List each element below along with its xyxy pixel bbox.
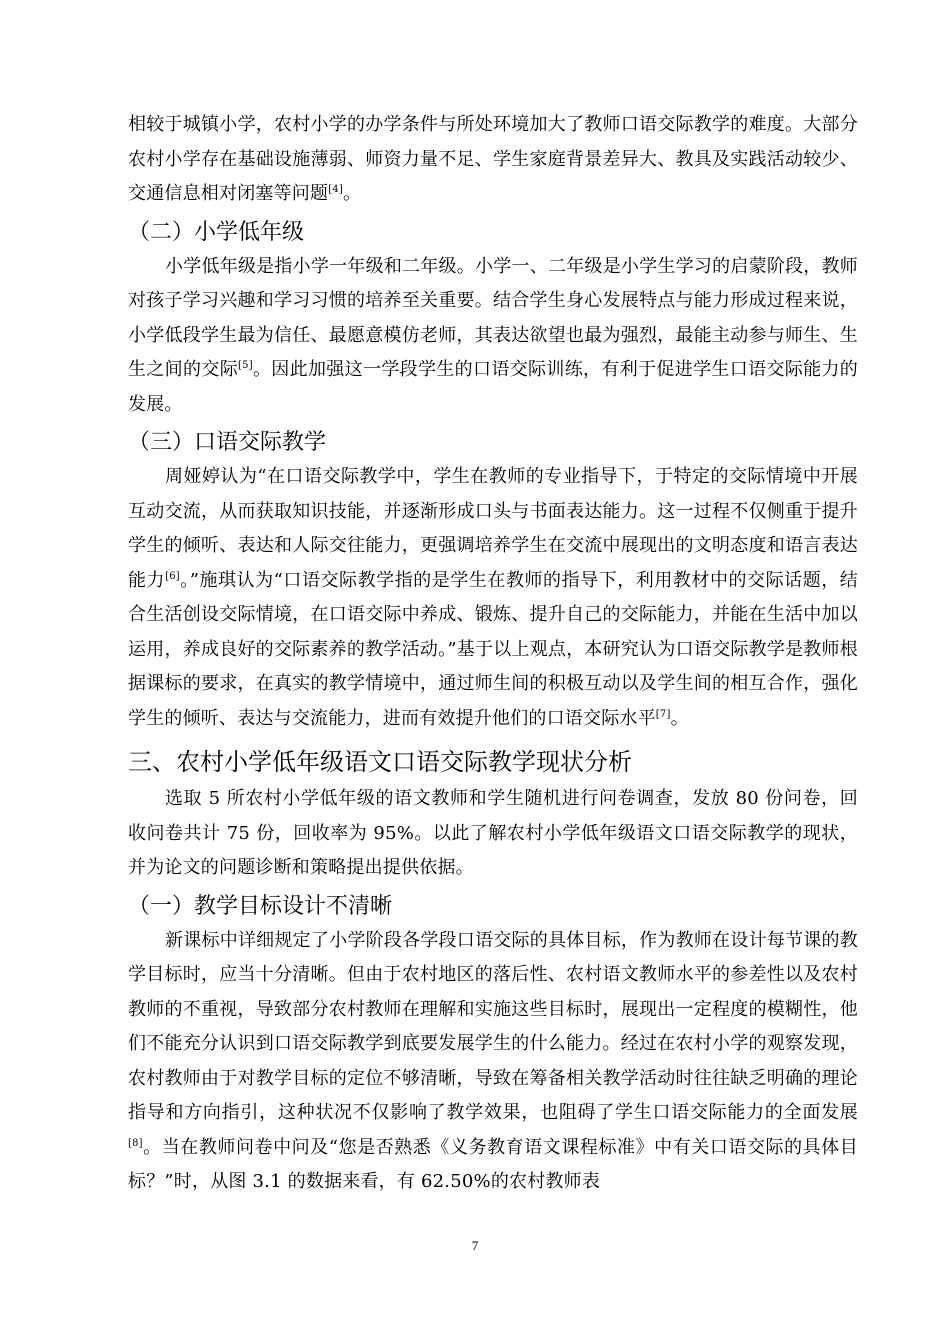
page-body xyxy=(128,108,858,1200)
paragraph-text: 小学低年级是指小学一年级和二年级。小学一、二年级是小学生学习的启蒙阶段，教师对孩子学习兴趣和学习习惯的培养至关重要。结合学生身心发展特点与能力形成过程来说，小学低段学生最为信任、最愿意模仿老师，其表达欲望也最为强烈，最能主动参与师生、生生之间的交际 xyxy=(128,255,858,380)
citation-reference: [7] xyxy=(655,708,671,720)
citation-reference: [8] xyxy=(128,1137,143,1149)
paragraph-text: 。 xyxy=(670,707,689,729)
body-paragraph xyxy=(128,460,858,736)
page-number: 7 xyxy=(471,1238,479,1253)
paragraph-text: 。因此加强这一学段学生的口语交际训练，有利于促进学生口语交际能力的发展。 xyxy=(128,359,858,415)
body-paragraph xyxy=(128,782,858,886)
citation-reference: [4] xyxy=(328,184,343,195)
subsection-heading: （二）小学低年级 xyxy=(128,219,305,245)
paragraph-text: 。”施琪认为“口语交际教学指的是学生在教师的指导下，利用教材中的交际话题，结合生活创设交际情境，在口语交际中养成、锻炼、提升自己的交际能力，并能在生活中加以运用，养成良好的交际素养的教学活动。”基于以上观点，本研究认为口语交际教学是教师根据课标的要求，在真实的教学情境中，通过师生间的积极互动以及学生间的相互合作，强化学生的倾听、表达与交流能力，进而有效提升他们的口语交际水平 xyxy=(128,569,858,729)
citation-reference: [5] xyxy=(238,360,253,371)
body-paragraph xyxy=(128,108,858,212)
paragraph-text: 新课标中详细规定了小学阶段各学段口语交际的具体目标，作为教师在设计每节课的教学目标时，应当十分清晰。但由于农村地区的落后性、农村语文教师水平的参差性以及农村教师的不重视，导致部分农村教师在理解和实施这些目标时，展现出一定程度的模糊性，他们不能充分认识到口语交际教学到底要发展学生的什么能力。经过在农村小学的观察发现，农村教师由于对教学目标的定位不够清晰，导致在筹备相关教学活动时往往缺乏明确的理论指导和方向指引，这种状况不仅影响了教学效果，也阻碍了学生口语交际能力的全面发展 xyxy=(128,929,858,1123)
body-paragraph xyxy=(128,924,858,1200)
citation-reference: [6] xyxy=(165,570,180,582)
paragraph-text: 周娅婷认为“在口语交际教学中，学生在教师的专业指导下，于特定的交际情境中开展互动交流，从而获取知识技能，并逐渐形成口头与书面表达能力。这一过程不仅侧重于提升学生的倾听、表达和人际交往能力，更强调培养学生在交流中展现出的文明态度和语言表达能力 xyxy=(128,466,858,591)
paragraph-text: 。当在教师问卷中问及“您是否熟悉《义务教育语文课程标准》中有关口语交际的具体目标？”时，从图 3.1 的数据来看，有 62.50%的农村教师表 xyxy=(128,1136,858,1192)
paragraph-text: 相较于城镇小学，农村小学的办学条件与所处环境加大了教师口语交际教学的难度。大部分农村小学存在基础设施薄弱、师资力量不足、学生家庭背景差异大、教具及实践活动较少、交通信息相对闭塞等问题 xyxy=(128,114,858,204)
subsection-heading: （一）教学目标设计不清晰 xyxy=(128,893,393,919)
section-heading: 三、农村小学低年级语文口语交际教学现状分析 xyxy=(128,748,632,776)
paragraph-text: 选取 5 所农村小学低年级的语文教师和学生随机进行问卷调查，发放 80 份问卷，回收问卷共计 75 份，回收率为 95%。以此了解农村小学低年级语文口语交际教学的现状，并为论文的问题诊断和策略提出提供依据。 xyxy=(128,788,858,878)
body-paragraph xyxy=(128,250,858,423)
paragraph-text: 。 xyxy=(342,183,362,204)
subsection-heading: （三）口语交际教学 xyxy=(128,430,327,455)
